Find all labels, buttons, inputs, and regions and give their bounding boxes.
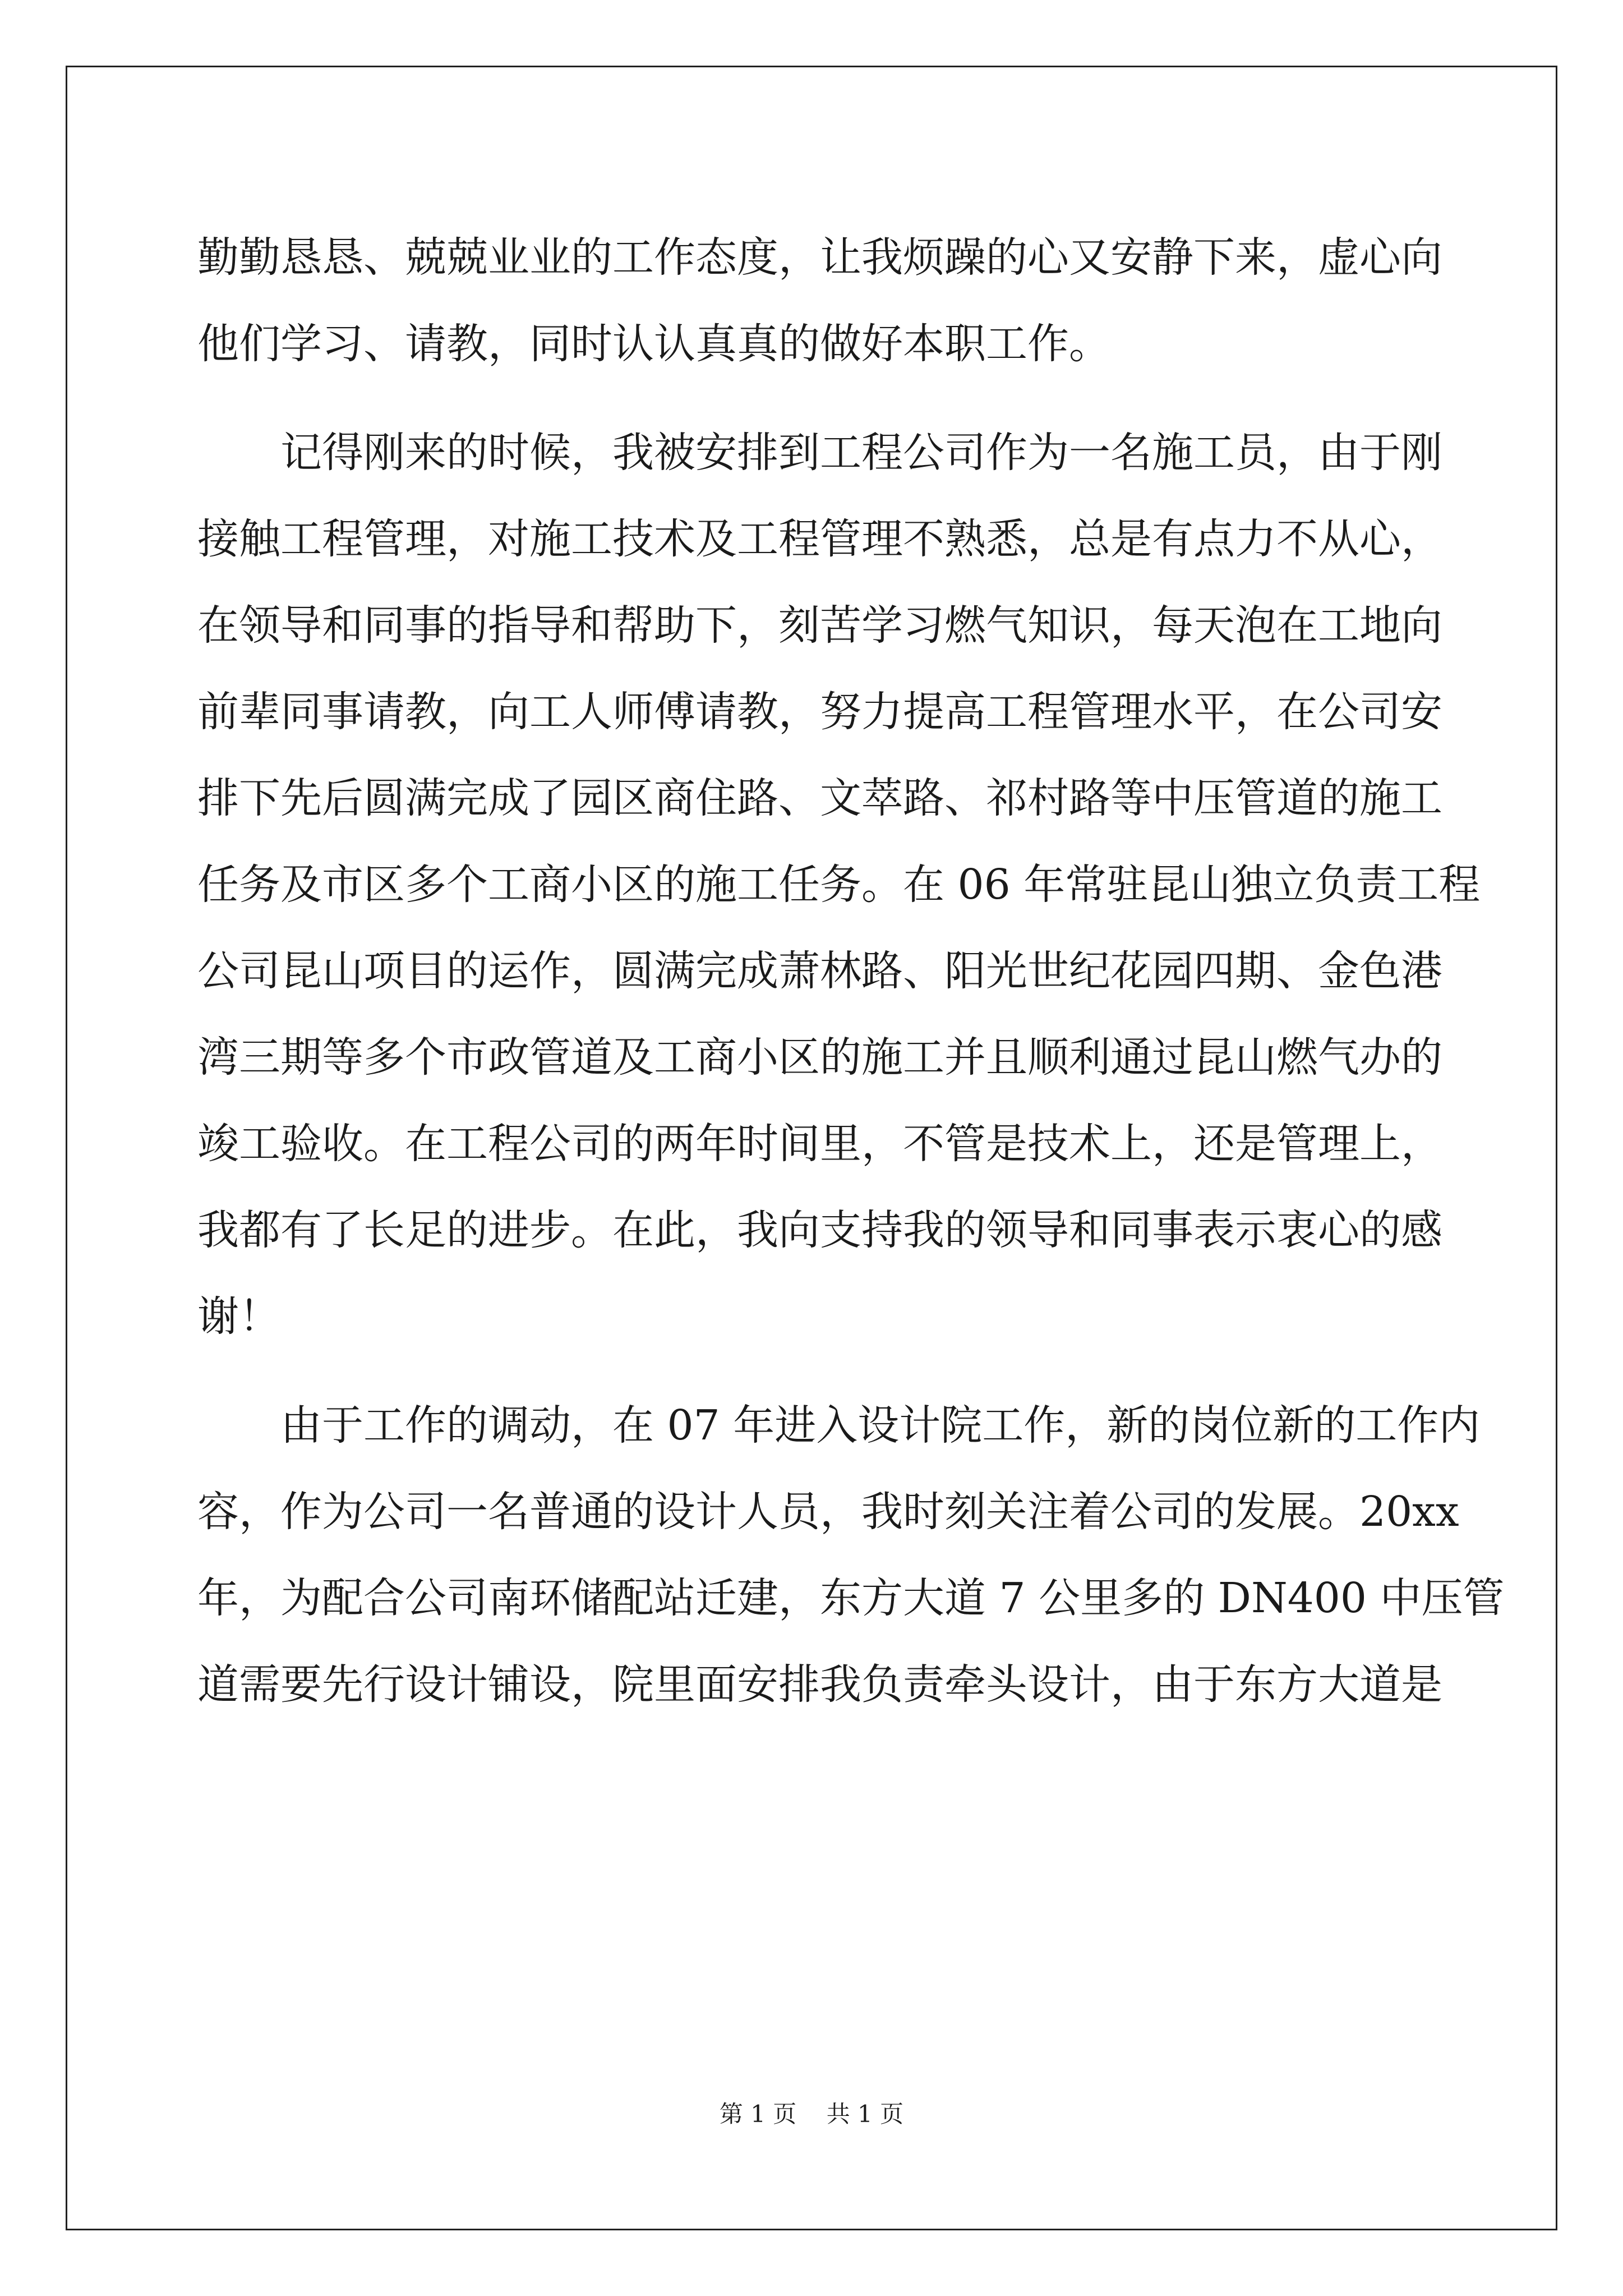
text-line: 在领导和同事的指导和帮助下，刻苦学习燃气知识，每天泡在工地向 [197,601,1442,650]
text-line: 他们学习、请教，同时认认真真的做好本职工作。 [197,320,1110,368]
text-line: 公司昆山项目的运作，圆满完成萧林路、阳光世纪花园四期、金色港 [197,947,1442,995]
text-line: 记得刚来的时候，我被安排到工程公司作为一名施工员，由于刚 [280,429,1442,477]
text-line: 湾三期等多个市政管道及工商小区的施工并且顺利通过昆山燃气办的 [197,1033,1442,1082]
text-line: 由于工作的调动，在 07 年进入设计院工作，新的岗位新的工作内 [280,1401,1481,1450]
text-line: 我都有了长足的进步。在此，我向支持我的领导和同事表示衷心的感 [197,1206,1442,1254]
text-line: 容，作为公司一名普通的设计人员，我时刻关注着公司的发展。20xx [197,1488,1459,1536]
text-line: 接触工程管理，对施工技术及工程管理不熟悉，总是有点力不从心， [197,515,1442,563]
text-line: 排下先后圆满完成了园区商住路、文萃路、祁村路等中压管道的施工 [197,774,1442,822]
page-footer: 第 1 页 共 1 页 [719,2100,904,2128]
text-line: 勤勤恳恳、兢兢业业的工作态度，让我烦躁的心又安静下来，虚心向 [197,233,1442,282]
document-body [197,214,1505,1728]
text-line: 前辈同事请教，向工人师傅请教，努力提高工程管理水平，在公司安 [197,688,1442,736]
text-line: 竣工验收。在工程公司的两年时间里，不管是技术上，还是管理上， [197,1120,1442,1168]
text-line: 年，为配合公司南环储配站迁建，东方大道 7 公里多的 DN400 中压管 [197,1574,1505,1622]
text-line: 任务及市区多个工商小区的施工任务。在 06 年常驻昆山独立负责工程 [197,861,1481,909]
text-line: 谢！ [197,1292,280,1341]
text-line: 道需要先行设计铺设，院里面安排我负责牵头设计，由于东方大道是 [197,1660,1442,1709]
